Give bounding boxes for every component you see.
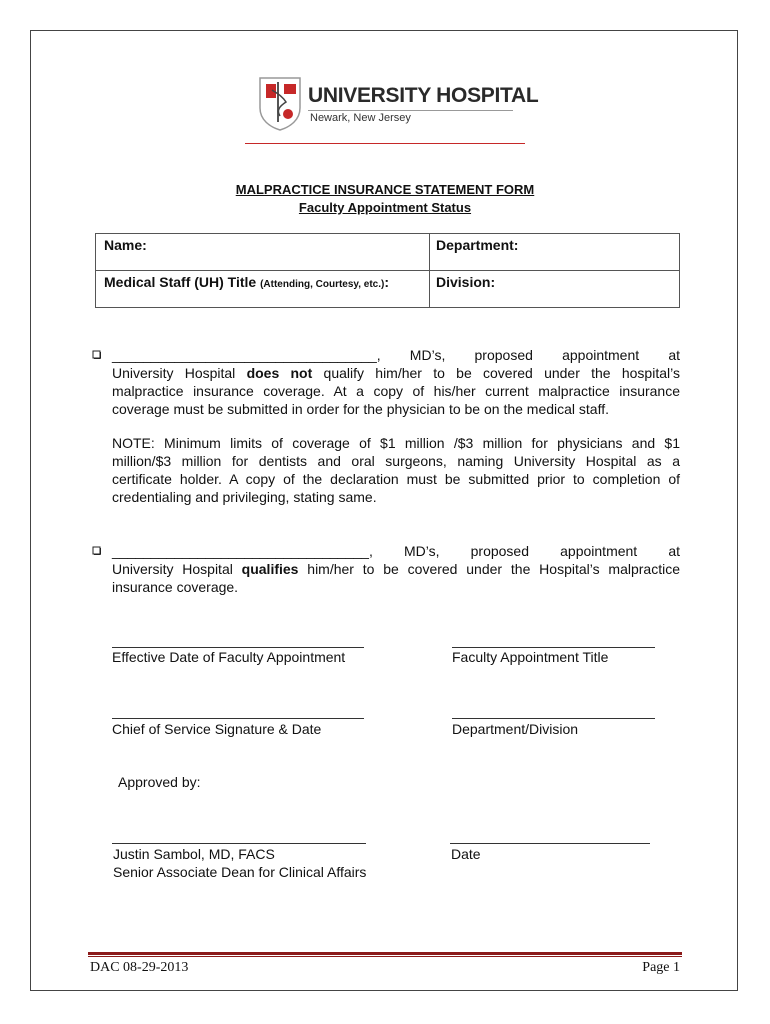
date-line[interactable] [450, 843, 650, 844]
logo-name: UNIVERSITY HOSPITAL [308, 84, 539, 107]
form-code: DAC 08-29-2013 [90, 960, 189, 975]
option1-line4: coverage must be submitted in order for the physician to be on the medical staff. [112, 401, 610, 417]
approver-title: Senior Associate Dean for Clinical Affairs [113, 864, 367, 880]
option-not-qualify [112, 346, 680, 418]
checkbox-icon[interactable] [92, 546, 101, 555]
option1-line2: University Hospital does not qualify him/her to be covered under the hospital’s [112, 365, 680, 381]
appointment-title-label: Faculty Appointment Title [452, 649, 609, 665]
option1-line1: __________________________________, MD’s, proposed appointment at [112, 347, 680, 363]
chief-signature-line[interactable] [112, 718, 364, 719]
physician-name-blank[interactable]: _________________________________ [112, 543, 369, 559]
checkbox-icon[interactable] [92, 350, 101, 359]
approved-by-label: Approved by: [118, 774, 201, 790]
info-table [95, 233, 680, 308]
note-line3: certificate holder. A copy of the declaration must be submitted prior to completion of [112, 471, 680, 487]
note-line1: NOTE: Minimum limits of coverage of $1 million /$3 million for physicians and $1 [112, 435, 680, 451]
form-subtitle: Faculty Appointment Status [298, 200, 472, 215]
department-division-line[interactable] [452, 718, 655, 719]
department-label: Department: [436, 237, 519, 253]
option1-line3: malpractice insurance coverage. At a copy of his/her current malpractice insurance [112, 383, 680, 399]
option2-line1: _________________________________, MD’s, proposed appointment at [112, 543, 680, 559]
table-divider [96, 270, 679, 271]
approver-signature-line[interactable] [112, 843, 366, 844]
division-label: Division: [436, 274, 496, 290]
logo-location: Newark, New Jersey [310, 112, 411, 124]
staff-title-colon: : [384, 274, 390, 290]
effective-date-label: Effective Date of Faculty Appointment [112, 649, 346, 665]
coverage-note [112, 434, 680, 506]
date-label: Date [451, 846, 481, 862]
form-title: MALPRACTICE INSURANCE STATEMENT FORM [235, 182, 535, 197]
staff-title-label [104, 274, 389, 290]
page-number: Page 1 [642, 960, 680, 975]
logo-divider [308, 110, 513, 111]
staff-title-hint: (Attending, Courtesy, etc.) [260, 279, 385, 290]
option2-line2: University Hospital qualifies him/her to be covered under the Hospital’s malpractice [112, 561, 680, 577]
note-line2: million/$3 million for dentists and oral surgeons, naming University Hospital as a [112, 453, 680, 469]
shield-icon [258, 76, 302, 132]
option2-line3: insurance coverage. [112, 579, 239, 595]
staff-title-text: Medical Staff (UH) Title [104, 274, 257, 290]
chief-signature-label: Chief of Service Signature & Date [112, 721, 322, 737]
option-qualifies [112, 542, 680, 596]
approver-name: Justin Sambol, MD, FACS [113, 846, 275, 862]
footer-rule-thin [88, 956, 682, 957]
department-division-label: Department/Division [452, 721, 579, 737]
footer-rule [88, 952, 682, 955]
physician-name-blank[interactable]: __________________________________ [112, 347, 377, 363]
header-rule [245, 143, 525, 144]
hospital-logo [248, 72, 539, 138]
appointment-title-line[interactable] [452, 647, 655, 648]
note-line4: credentialing and privileging, stating same. [112, 489, 377, 505]
name-label: Name: [104, 237, 147, 253]
effective-date-line[interactable] [112, 647, 364, 648]
